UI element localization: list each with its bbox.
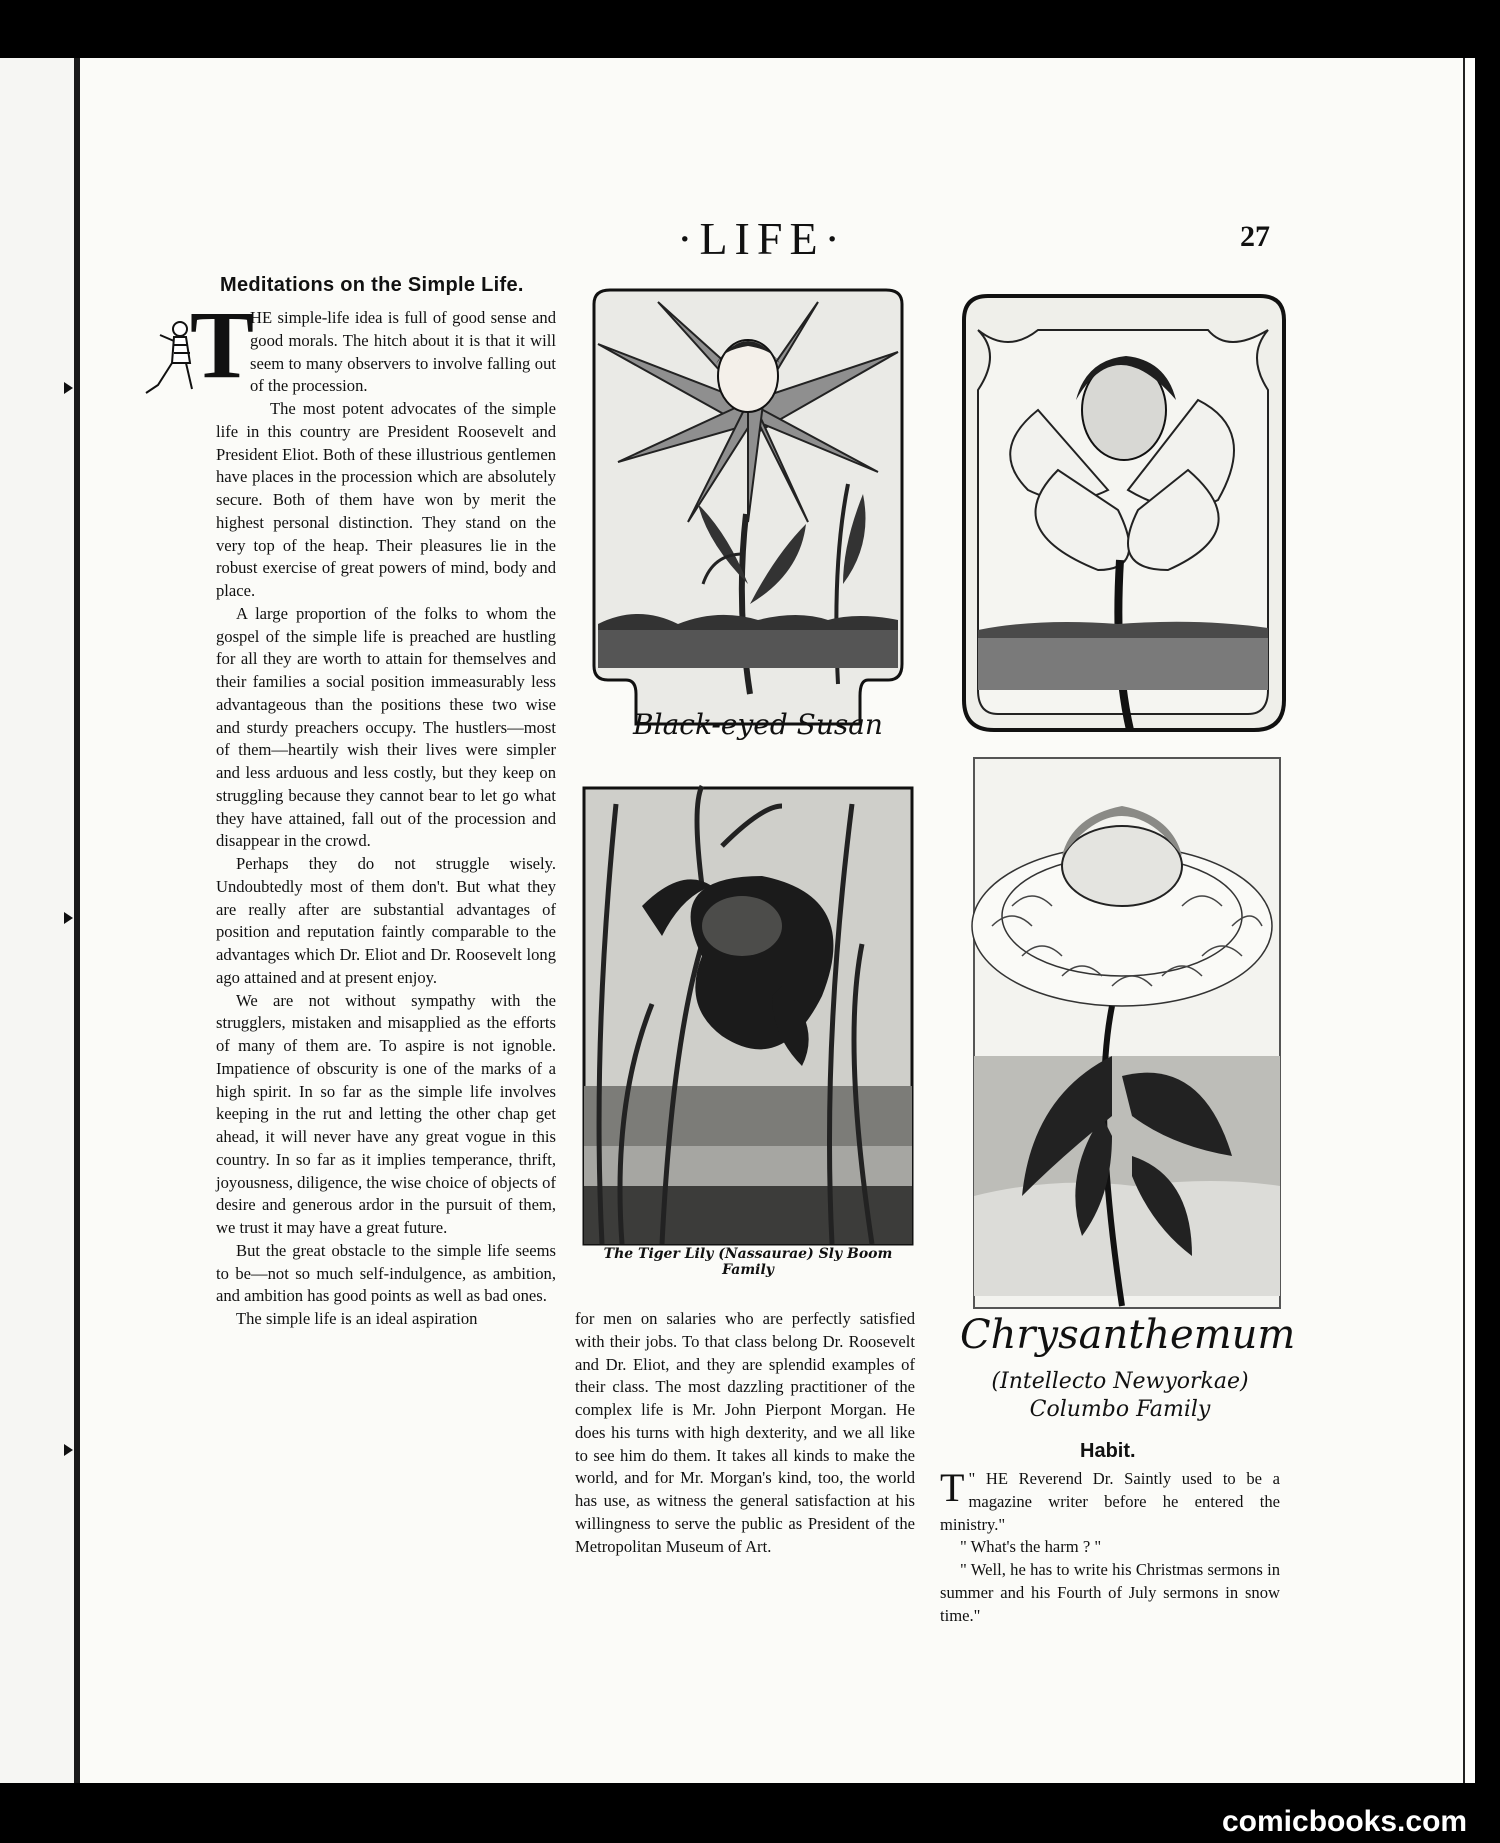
habit-paragraph: " What's the harm ? " — [960, 1537, 1102, 1557]
article-paragraph: We are not without sympathy with the strugglers, mistaken and misapplied as the efforts of many of them are. To aspire is not ignoble. Impatience of obscurity is one of the marks of a high spirit. In so far as the simple life involves keeping in the rut and letting the other chap get ahead, it will never have any great vogue in this country. In so far as it implies temperance, thrift, joyousness, diligence, the wise choice of objects of desire and generous ardor in the pursuit of them, we trust it may have a great future. — [216, 990, 556, 1237]
article-column-1 — [190, 291, 556, 1331]
page-right-edge — [1463, 58, 1475, 1783]
watermark: comicbooks.com — [1222, 1805, 1468, 1838]
article-paragraph: The most potent advocates of the simple life in this country are President Roosevelt and President Eliot. Both of these illustrious gentlemen have places in the procession which are absolutely secure. Both of them have won by merit the highest personal distinction. They stand on the very top of the heap. Their pleasures lie in the robust exercise of great powers of mind, body and place. — [216, 399, 556, 600]
article-column-2 — [575, 1308, 915, 1558]
masthead: ·LIFE· — [677, 213, 847, 264]
article-paragraph: Perhaps they do not struggle wisely. Undoubtedly most of them don't. But what they are really after are substantial advantages of position and reputation faintly comparable to the advantages which Dr. Eliot and Dr. Roosevelt long ago attained and at present enjoy. — [216, 854, 556, 987]
habit-paragraph: " T HE Reverend Dr. Saintly used to be a magazine writer before he entered the ministry." — [940, 1465, 1280, 1534]
black-eyed-susan-illustration — [588, 284, 908, 744]
tiger-lily-caption: The Tiger Lily (Nassaurae) Sly Boom Family — [603, 1246, 893, 1278]
article-continuation: for men on salaries who are perfectly satisfied with their jobs. To that class belong Dr. Roosevelt and Dr. Eliot, and they are splendid examples of their class. The most dazzling practitioner of the complex life is Mr. John Pierpont Morgan. He does his turns with high dexterity, and we all like to see him do them. It takes all kinds to make the world, and for Mr. Morgan's kind, too, the world has use, as witness the general satisfaction at his willingness to serve the public as President of the Metropolitan Museum of Art. — [575, 1309, 915, 1556]
article-title: Meditations on the Simple Life. — [220, 274, 524, 296]
habit-title: Habit. — [1080, 1440, 1136, 1462]
article-paragraph: A large proportion of the folks to whom the gospel of the simple life is preached are hustling for all they are worth to attain for themselves and their families a social position immeasurably less advantageous than the positions these two wise and sturdy preachers occupy. The hustlers—most of them—heartily wish their lives were simpler and less arduous and less costly, but they keep on struggling because they cannot bear to let go what they have attained, fall out of the procession and disappear in the crowd. — [216, 603, 556, 851]
habit-text — [940, 1465, 1280, 1627]
tiger-lily-illustration — [582, 786, 914, 1278]
habit-paragraph: " Well, he has to write his Christmas sermons in summer and his Fourth of July sermons in snow time." — [940, 1560, 1280, 1625]
chrysanthemum-subtitle: (Intellecto Newyorkae) Columbo Family — [991, 1369, 1249, 1422]
article-paragraph: The simple life is an ideal aspiration — [236, 1309, 478, 1328]
chrysanthemum-illustration — [962, 756, 1292, 1310]
susan-caption: Black-eyed Susan — [633, 708, 883, 741]
page-number: 27 — [1240, 220, 1270, 253]
dropcap-illustration: T — [150, 307, 242, 407]
article-paragraph: But the great obstacle to the simple life seems to be—not so much self-indulgence, as ambition, and ambition has good points as well as bad ones. — [216, 1240, 556, 1306]
chrysanthemum-title: Chrysanthemum — [960, 1312, 1296, 1358]
poppy-girl-illustration — [958, 290, 1290, 736]
article-paragraph: T HE simple-life idea is full of good sense and good morals. The hitch about it is that it will seem to many observers to involve falling out of the procession. — [216, 307, 556, 398]
